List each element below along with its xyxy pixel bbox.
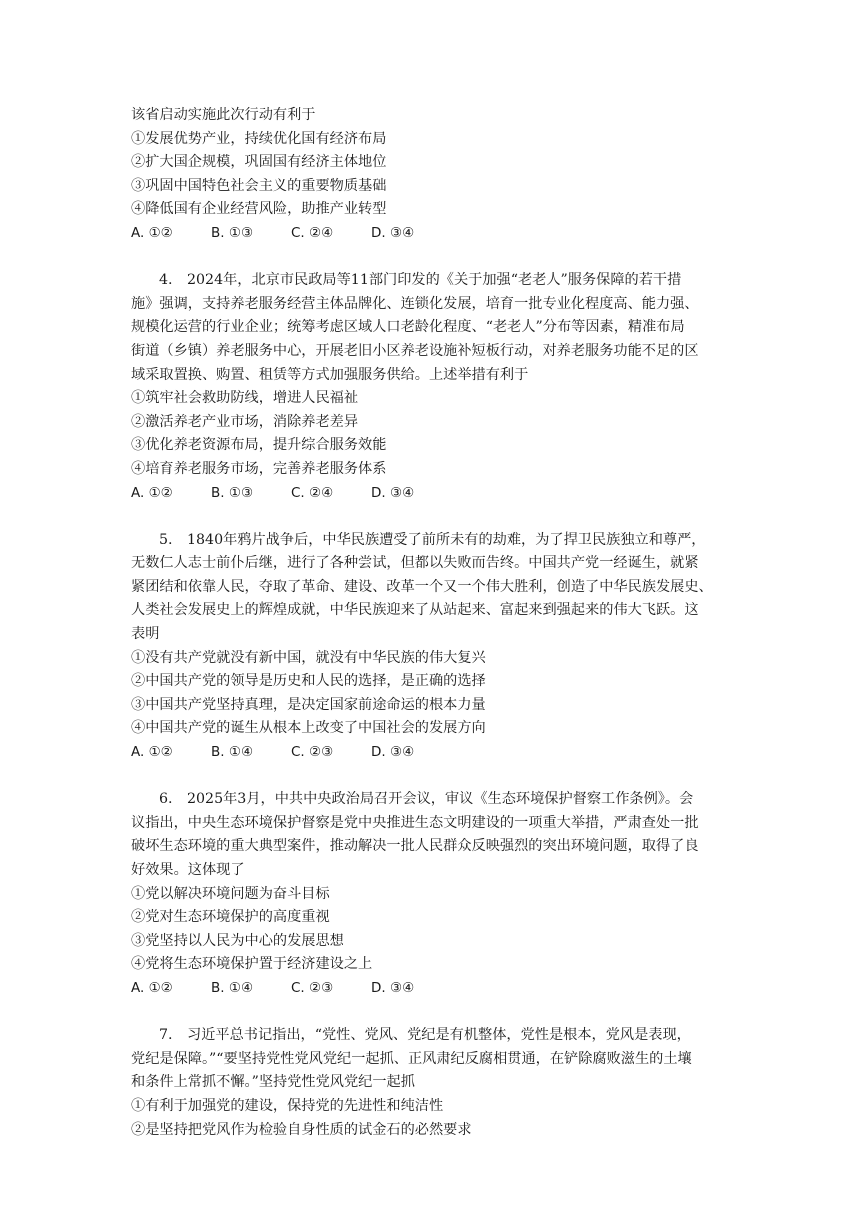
choice-3: ③优化养老资源布局，提升综合服务效能: [131, 437, 387, 454]
option-d: D. ③④: [371, 979, 415, 996]
choice-1: ①有利于加强党的建设，保持党的先进性和纯洁性: [131, 1097, 444, 1114]
choice-2: ②党对生态环境保护的高度重视: [131, 909, 330, 926]
question-number: 4.: [159, 272, 173, 289]
choice-3: ③中国共产党坚持真理，是决定国家前途命运的根本力量: [131, 696, 486, 713]
question-stem-line: 规模化运营的行业企业；统筹考虑区域人口老龄化程度、“老老人”分布等因素，精准布局: [131, 319, 685, 336]
question-stem-line: 党纪是保障。”“要坚持党性党风党纪一起抓、正风肃纪反腐相贯通，在铲除腐败滋生的土壤: [131, 1050, 692, 1067]
question-3-tail: [131, 104, 737, 246]
option-c: C. ②④: [291, 224, 334, 241]
question-stem-line: 好效果。这体现了: [131, 862, 245, 878]
choice-1: ①发展优势产业，持续优化国有经济布局: [131, 130, 387, 147]
choice-4: ④中国共产党的诞生从根本上改变了中国社会的发展方向: [131, 720, 486, 737]
choice-3: ③巩固中国特色社会主义的重要物质基础: [131, 177, 387, 194]
question-stem-line: 表明: [131, 626, 160, 643]
question-stem-line: 紧团结和依靠人民，夺取了革命、建设、改革一个又一个伟大胜利，创造了中华民族发展史、: [131, 578, 713, 595]
question-stem-line: 议指出，中央生态环境保护督察是党中央推进生态文明建设的一项重大举措，严肃查处一批: [131, 814, 699, 831]
option-a: A. ①②: [131, 744, 173, 761]
option-d: D. ③④: [371, 744, 415, 761]
question-stem-line: 7. 习近平总书记指出，“党性、党风、党纪是有机整体，党性是根本，党风是表现，: [131, 1024, 737, 1048]
question-stem-line: 破坏生态环境的重大典型案件，推动解决一批人民群众反映强烈的突出环境问题，取得了良: [131, 838, 699, 855]
choice-1: ①筑牢社会救助防线，增进人民福祉: [131, 390, 359, 407]
question-stem-line: 人类社会发展史上的辉煌成就，中华民族迎来了从站起来、富起来到强起来的伟大飞跃。这: [131, 602, 699, 619]
option-a: A. ①②: [131, 224, 173, 241]
choice-4: ④降低国有企业经营风险，助推产业转型: [131, 201, 387, 218]
question-3-stem-end: 该省启动实施此次行动有利于: [131, 107, 316, 123]
question-stem-line: 施》强调，支持养老服务经营主体品牌化、连锁化发展，培育一批专业化程度高、能力强、: [131, 295, 699, 312]
choice-2: ②是坚持把党风作为检验自身性质的试金石的必然要求: [131, 1121, 472, 1138]
choice-1: ①没有共产党就没有新中国，就没有中华民族的伟大复兴: [131, 649, 486, 666]
option-c: C. ②③: [291, 744, 334, 761]
option-c: C. ②③: [291, 979, 334, 996]
question-number: 7.: [159, 1027, 173, 1044]
choice-2: ②激活养老产业市场，消除养老差异: [131, 413, 359, 430]
option-d: D. ③④: [371, 224, 415, 241]
question-stem-line: 街道（乡镇）养老服务中心，开展老旧小区养老设施补短板行动，对养老服务功能不足的区: [131, 342, 699, 359]
option-b: B. ①④: [211, 744, 254, 761]
question-number: 5.: [159, 531, 173, 548]
option-b: B. ①③: [211, 224, 254, 241]
option-c: C. ②④: [291, 484, 334, 501]
choice-2: ②中国共产党的领导是历史和人民的选择，是正确的选择: [131, 673, 486, 690]
option-b: B. ①③: [211, 484, 254, 501]
question-stem-line: 6. 2025年3月，中共中央政治局召开会议，审议《生态环境保护督察工作条例》。会: [131, 788, 737, 812]
answer-options: [131, 482, 737, 506]
question-4: [131, 269, 737, 505]
option-b: B. ①④: [211, 979, 254, 996]
option-a: A. ①②: [131, 484, 173, 501]
option-d: D. ③④: [371, 484, 415, 501]
choice-1: ①党以解决环境问题为奋斗目标: [131, 885, 330, 902]
question-stem-line: 5. 1840年鸦片战争后，中华民族遭受了前所未有的劫难，为了捍卫民族独立和尊严，: [131, 529, 737, 553]
choice-3: ③党坚持以人民为中心的发展思想: [131, 932, 344, 949]
option-a: A. ①②: [131, 979, 173, 996]
question-stem-line: 无数仁人志士前仆后继，进行了各种尝试，但都以失败而告终。中国共产党一经诞生，就紧: [131, 555, 699, 572]
exam-page: [131, 104, 737, 1142]
choice-4: ④培育养老服务市场，完善养老服务体系: [131, 460, 387, 477]
question-5: [131, 529, 737, 765]
question-number: 6.: [159, 791, 173, 808]
question-7: [131, 1024, 737, 1142]
question-stem-line: 域采取置换、购置、租赁等方式加强服务供给。上述举措有利于: [131, 366, 529, 383]
answer-options: [131, 222, 737, 246]
answer-options: [131, 977, 737, 1001]
question-stem-line: 和条件上常抓不懈。”坚持党性党风党纪一起抓: [131, 1074, 415, 1091]
question-6: [131, 788, 737, 1000]
answer-options: [131, 741, 737, 765]
choice-2: ②扩大国企规模，巩固国有经济主体地位: [131, 154, 387, 171]
choice-4: ④党将生态环境保护置于经济建设之上: [131, 956, 373, 973]
question-stem-line: 4. 2024年，北京市民政局等11部门印发的《关于加强“老老人”服务保障的若干措: [131, 269, 737, 293]
